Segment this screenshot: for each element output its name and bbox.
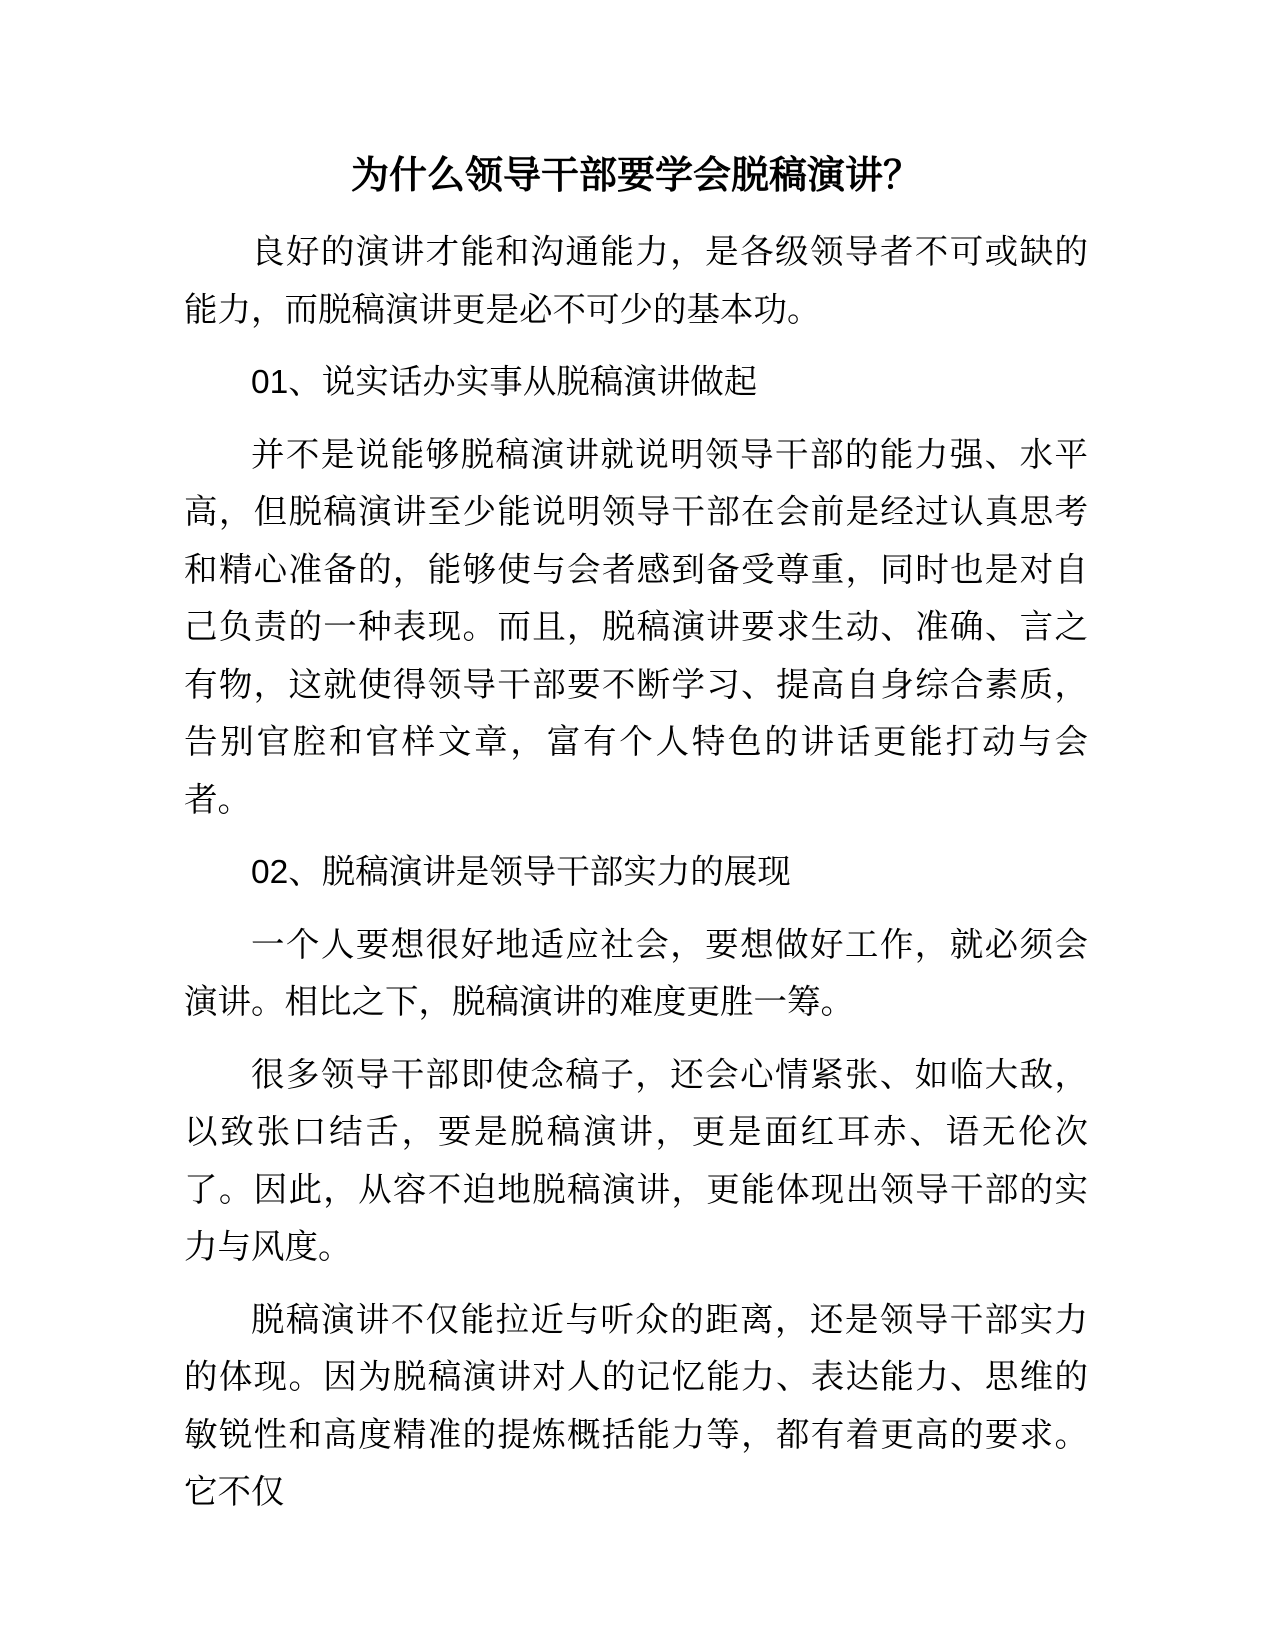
section-02-paragraph-1: 一个人要想很好地适应社会，要想做好工作，就必须会演讲。相比之下，脱稿演讲的难度更胜一筹。 [184,926,1088,1021]
section-heading-01: 01、说实话办实事从脱稿演讲做起 [251,364,758,401]
section-01-paragraph: 并不是说能够脱稿演讲就说明领导干部的能力强、水平高，但脱稿演讲至少能说明领导干部在会前是经过认真思考和精心准备的，能够使与会者感到备受尊重，同时也是对自己负责的一种表现。而且，脱稿演讲要求生动、准确、言之有物，这就使得领导干部要不断学习、提高自身综合素质，告别官腔和官样文章，富有个人特色的讲话更能打动与会者。 [184,436,1088,819]
section-heading-02: 02、脱稿演讲是领导干部实力的展现 [251,854,791,891]
intro-paragraph: 良好的演讲才能和沟通能力，是各级领导者不可或缺的能力，而脱稿演讲更是必不可少的基本功。 [184,234,1088,329]
section-02-paragraph-2: 很多领导干部即使念稿子，还会心情紧张、如临大敌，以致张口结舌，要是脱稿演讲，更是面红耳赤、语无伦次了。因此，从容不迫地脱稿演讲，更能体现出领导干部的实力与风度。 [184,1056,1088,1266]
section-02-paragraph-3: 脱稿演讲不仅能拉近与听众的距离，还是领导干部实力的体现。因为脱稿演讲对人的记忆能力、表达能力、思维的敏锐性和高度精准的提炼概括能力等，都有着更高的要求。它不仅 [184,1301,1088,1511]
document-title: 为什么领导干部要学会脱稿演讲？ [350,155,921,197]
